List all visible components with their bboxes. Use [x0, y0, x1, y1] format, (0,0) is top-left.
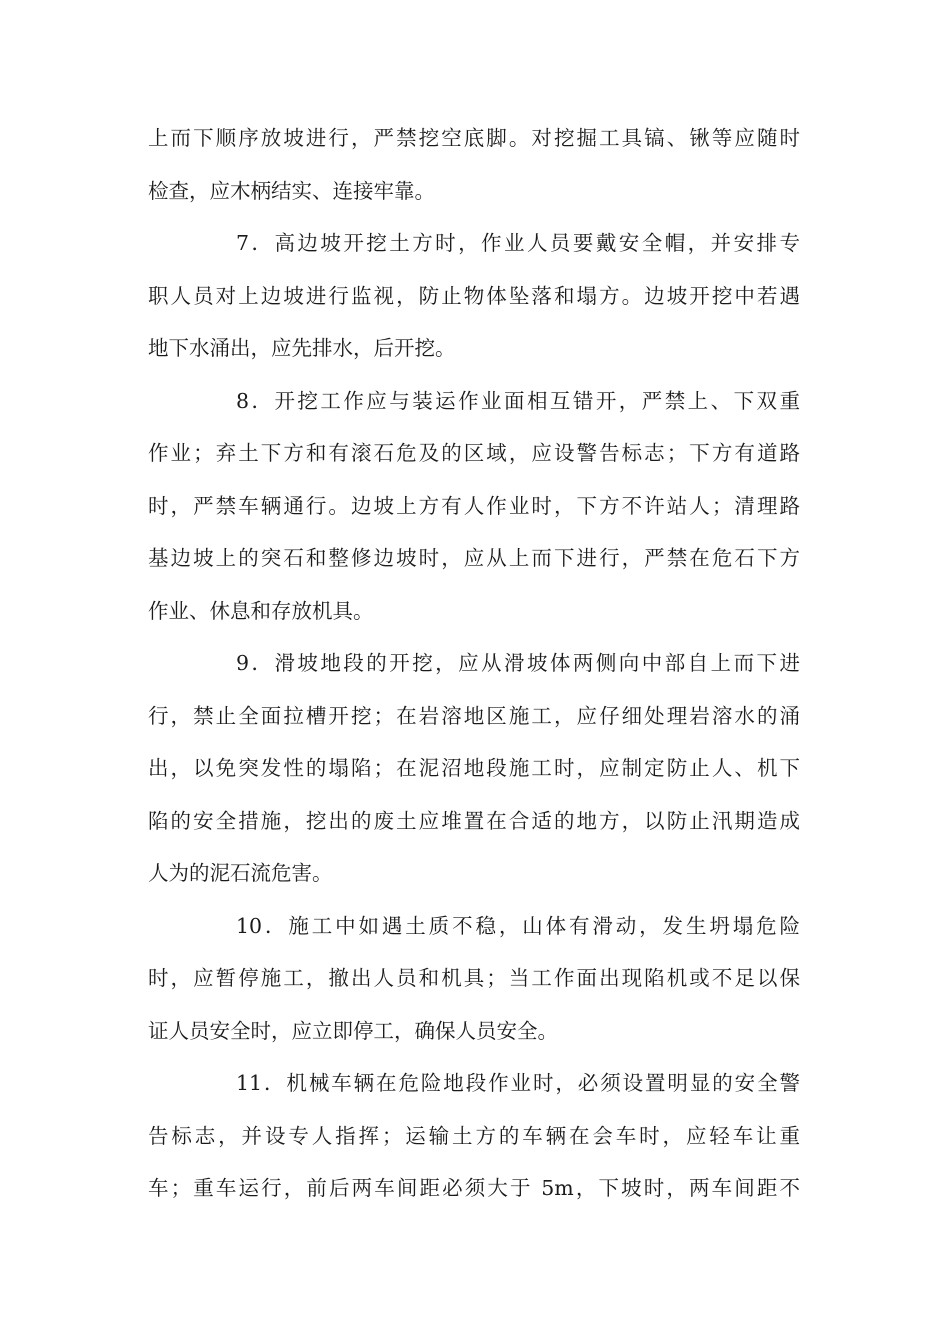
text-line: 时，应暂停施工，撤出人员和机具；当工作面出现陷机或不足以保 — [148, 966, 800, 990]
text-line: 车；重车运行，前后两车间距必须大于 5m，下坡时，两车间距不 — [148, 1176, 800, 1200]
text-line: 人为的泥石流危害。 — [148, 861, 333, 885]
text-line: 告标志，并设专人指挥；运输土方的车辆在会车时，应轻车让重 — [148, 1123, 800, 1148]
text-line: 上而下顺序放坡进行，严禁挖空底脚。对挖掘工具镐、锹等应随时 — [148, 126, 800, 150]
text-line: 陷的安全措施，挖出的废土应堆置在合适的地方，以防止汛期造成 — [148, 808, 800, 833]
text-line: 检查，应木柄结实、连接牢靠。 — [148, 178, 435, 203]
text-line: 9．滑坡地段的开挖，应从滑坡体两侧向中部自上而下进 — [236, 651, 800, 675]
text-line: 8．开挖工作应与装运作业面相互错开，严禁上、下双重 — [236, 388, 800, 413]
text-line: 7．高边坡开挖土方时，作业人员要戴安全帽，并安排专 — [236, 231, 800, 255]
text-line: 行，禁止全面拉槽开挖；在岩溶地区施工，应仔细处理岩溶水的涌 — [148, 703, 800, 728]
body-text — [148, 112, 800, 1215]
text-line: 基边坡上的突石和整修边坡时，应从上而下进行，严禁在危石下方 — [148, 546, 800, 570]
text-line: 时，严禁车辆通行。边坡上方有人作业时，下方不许站人；清理路 — [148, 493, 800, 518]
text-line: 10．施工中如遇土质不稳，山体有滑动，发生坍塌危险 — [236, 913, 800, 938]
text-line: 出，以免突发性的塌陷；在泥沼地段施工时，应制定防止人、机下 — [148, 756, 800, 780]
text-line: 作业；弃土下方和有滚石危及的区域，应设警告标志；下方有道路 — [148, 441, 800, 465]
text-line: 职人员对上边坡进行监视，防止物体坠落和塌方。边坡开挖中若遇 — [148, 283, 800, 308]
text-line: 证人员安全时，应立即停工，确保人员安全。 — [148, 1018, 558, 1043]
text-line: 作业、休息和存放机具。 — [148, 598, 374, 623]
text-line: 地下水涌出，应先排水，后开挖。 — [148, 336, 456, 360]
text-line: 11．机械车辆在危险地段作业时，必须设置明显的安全警 — [236, 1071, 800, 1095]
